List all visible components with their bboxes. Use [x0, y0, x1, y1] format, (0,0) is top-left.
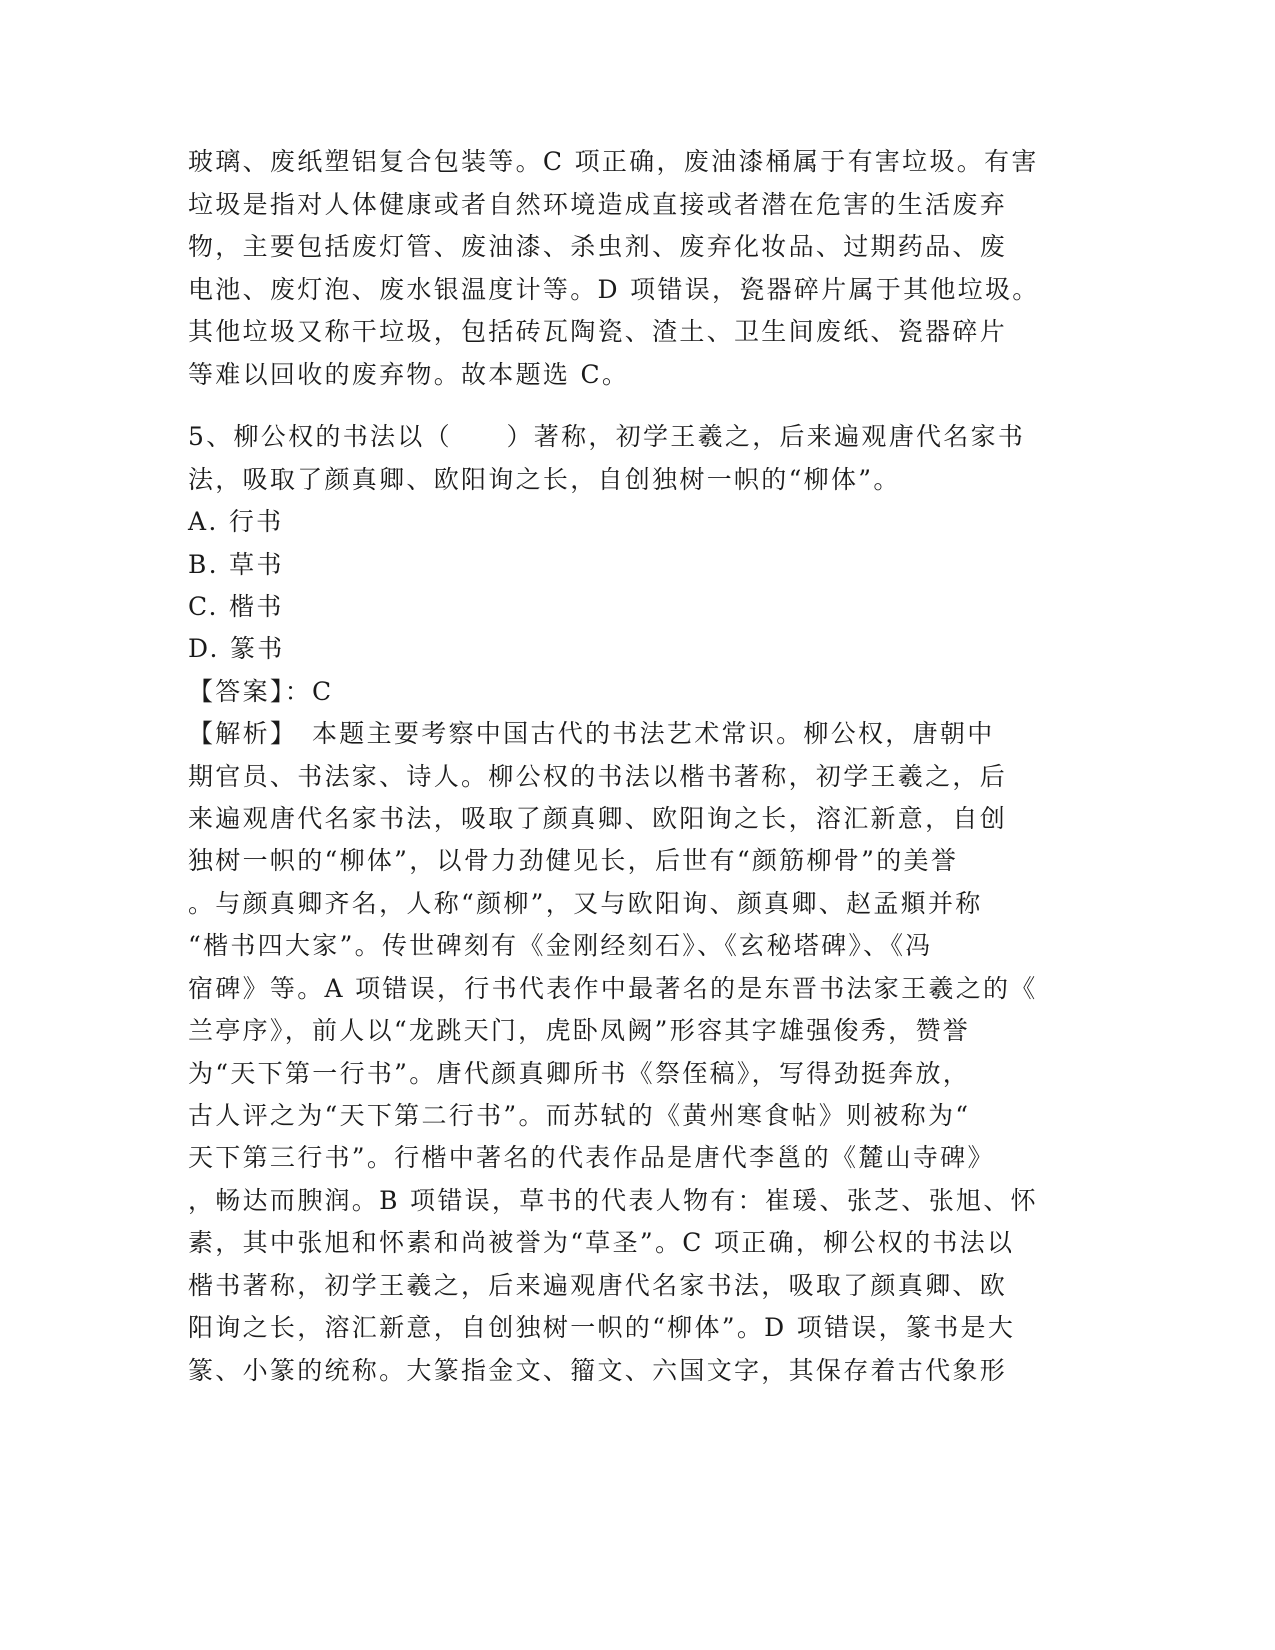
explanation-line: ，畅达而腴润。B 项错误，草书的代表人物有：崔瑗、张芝、张旭、怀 — [188, 1186, 1038, 1215]
option-c: C. 楷书 — [188, 592, 284, 621]
prev-explanation-line: 等难以回收的废弃物。故本题选 C。 — [188, 360, 630, 389]
explanation-line: 兰亭序》，前人以“龙跳天门，虎卧凤阙”形容其字雄强俊秀，赞誉 — [188, 1016, 971, 1045]
explanation-line: 楷书著称，初学王羲之，后来遍观唐代名家书法，吸取了颜真卿、欧 — [188, 1271, 1008, 1300]
explanation-line: 天下第三行书”。行楷中著名的代表作品是唐代李邕的《麓山寺碑》 — [188, 1143, 995, 1172]
explanation-line: 独树一帜的“柳体”，以骨力劲健见长，后世有“颜筋柳骨”的美誉 — [188, 846, 959, 875]
explanation-line: 素，其中张旭和怀素和尚被誉为“草圣”。C 项正确，柳公权的书法以 — [188, 1228, 1015, 1257]
explanation-line: 古人评之为“天下第二行书”。而苏轼的《黄州寒食帖》则被称为“ — [188, 1101, 971, 1130]
question-stem-line: 法，吸取了颜真卿、欧阳询之长，自创独树一帜的“柳体”。 — [188, 465, 901, 494]
explanation-line: 为“天下第一行书”。唐代颜真卿所书《祭侄稿》，写得劲挺奔放， — [188, 1059, 971, 1088]
explanation-line: 【解析】 本题主要考察中国古代的书法艺术常识。柳公权，唐朝中 — [188, 719, 995, 748]
prev-explanation-line: 玻璃、废纸塑铝复合包装等。C 项正确，废油漆桶属于有害垃圾。有害 — [188, 147, 1039, 176]
option-b: B. 草书 — [188, 550, 284, 579]
explanation-line: 。与颜真卿齐名，人称“颜柳”，又与欧阳询、颜真卿、赵孟頫并称 — [188, 889, 983, 918]
explanation-line: 阳询之长，溶汇新意，自创独树一帜的“柳体”。D 项错误，篆书是大 — [188, 1313, 1016, 1342]
explanation-line: “楷书四大家”。传世碑刻有《金刚经刻石》、《玄秘塔碑》、《冯 — [188, 931, 933, 960]
prev-explanation-line: 电池、废灯泡、废水银温度计等。D 项错误，瓷器碎片属于其他垃圾。 — [188, 275, 1040, 304]
option-a: A. 行书 — [188, 507, 284, 536]
prev-explanation-line: 垃圾是指对人体健康或者自然环境造成直接或者潜在危害的生活废弃 — [188, 190, 1008, 219]
option-d: D. 篆书 — [188, 634, 285, 663]
explanation-line: 篆、小篆的统称。大篆指金文、籀文、六国文字，其保存着古代象形 — [188, 1356, 1008, 1385]
explanation-line: 期官员、书法家、诗人。柳公权的书法以楷书著称，初学王羲之，后 — [188, 762, 1008, 791]
answer-line: 【答案】：C — [188, 677, 334, 706]
explanation-line: 宿碑》等。A 项错误，行书代表作中最著名的是东晋书法家王羲之的《 — [188, 974, 1038, 1003]
prev-explanation-line: 物，主要包括废灯管、废油漆、杀虫剂、废弃化妆品、过期药品、废 — [188, 232, 1008, 261]
question-stem-line: 5、柳公权的书法以（ ）著称，初学王羲之，后来遍观唐代名家书 — [188, 422, 1026, 451]
explanation-line: 来遍观唐代名家书法，吸取了颜真卿、欧阳询之长，溶汇新意，自创 — [188, 804, 1008, 833]
prev-explanation-line: 其他垃圾又称干垃圾，包括砖瓦陶瓷、渣土、卫生间废纸、瓷器碎片 — [188, 317, 1008, 346]
